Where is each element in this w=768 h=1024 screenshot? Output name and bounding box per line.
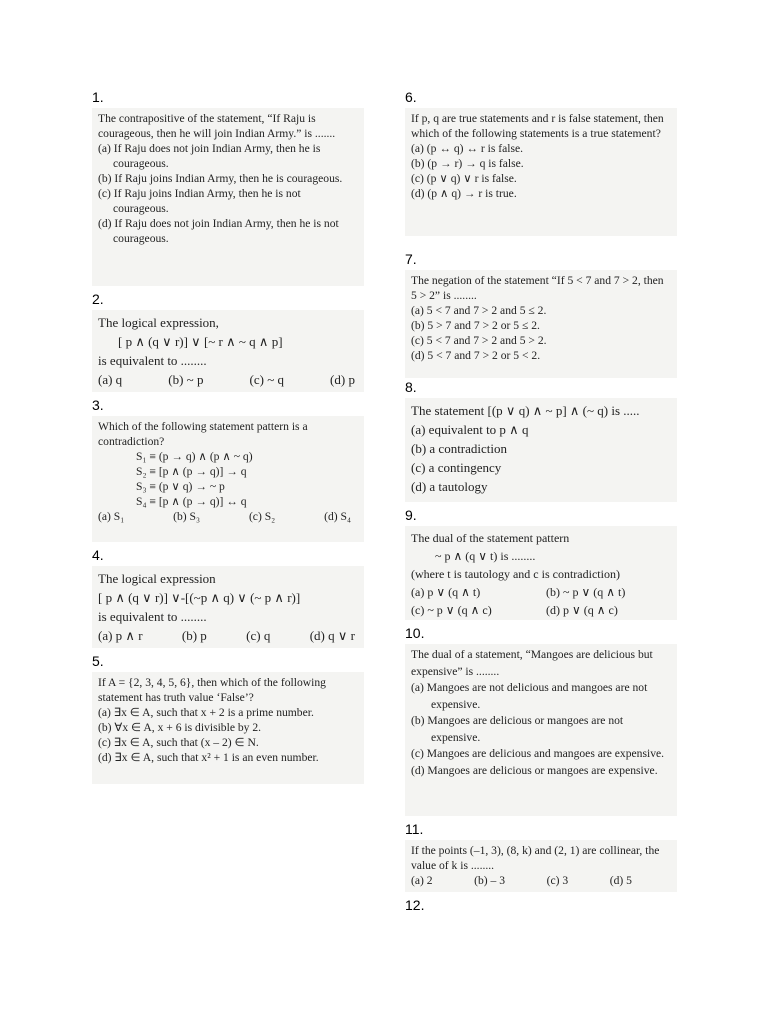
question-number: 11. <box>405 821 424 837</box>
option-d: (d) S₄ <box>324 510 351 523</box>
question-number: 6. <box>405 89 417 105</box>
question-number: 12. <box>405 897 425 913</box>
option-a: (a) S₁ <box>98 510 125 523</box>
question-5 <box>92 652 364 784</box>
option-d: (d) q ∨ r <box>309 628 355 643</box>
option-b: (b) S₃ <box>173 510 201 523</box>
option-b: (b) ∀x ∈ A, x + 6 is divisible by 2. <box>98 721 262 734</box>
option-b: (b) Mangoes are delicious or mangoes are not expensive. <box>411 714 624 744</box>
question-stem: If p, q are true statements and r is false statement, then which of the following statements is a true statement? <box>411 112 664 140</box>
option-a: (a) If Raju does not join Indian Army, then he is courageous. <box>98 142 321 170</box>
question-10 <box>405 624 677 816</box>
question-stem: The dual of a statement, “Mangoes are delicious but expensive” is ........ <box>411 648 653 678</box>
option-b: (b) If Raju joins Indian Army, then he is courageous. <box>98 172 343 185</box>
option-a: (a) p ∧ r <box>98 628 143 643</box>
statement-s2: S₂ ≡ [p ∧ (p → q)] → q <box>136 465 247 478</box>
option-a: (a) q <box>98 372 123 387</box>
option-c: (c) Mangoes are delicious and mangoes are expensive. <box>411 747 665 760</box>
statement-s4: S₄ ≡ [p ∧ (p → q)] ↔ q <box>136 495 247 508</box>
question-image <box>405 644 677 816</box>
question-image <box>92 310 364 392</box>
question-number: 8. <box>405 379 417 395</box>
option-c: (c) If Raju joins Indian Army, then he is not courageous. <box>98 187 301 215</box>
option-d: (d) Mangoes are delicious or mangoes are expensive. <box>411 763 658 777</box>
option-a: (a) 2 <box>411 874 433 887</box>
statement-s1: S₁ ≡ (p → q) ∧ (p ∧ ~ q) <box>136 450 253 463</box>
question-12 <box>405 896 677 916</box>
question-number: 9. <box>405 507 417 523</box>
option-b: (b) 5 > 7 and 7 > 2 or 5 ≤ 2. <box>411 319 540 332</box>
question-stem: If the points (–1, 3), (8, k) and (2, 1) are collinear, the value of k is ........ <box>411 844 660 872</box>
option-a: (a) (p ↔ q) ↔ r is false. <box>411 142 524 155</box>
question-image <box>405 270 677 378</box>
question-number: 1. <box>92 89 104 105</box>
expression: ~ p ∧ (q ∨ t) is ........ <box>435 549 536 563</box>
option-c: (c) q <box>246 628 271 643</box>
question-stem: Which of the following statement pattern is a contradiction? <box>98 420 308 448</box>
question-image <box>405 108 677 236</box>
option-b: (b) ~ p <box>168 372 204 387</box>
question-number: 5. <box>92 653 104 669</box>
option-d: (d) a tautology <box>411 479 488 494</box>
option-c: (c) ~ q <box>249 372 284 387</box>
option-d: (d) ∃x ∈ A, such that x² + 1 is an even number. <box>98 751 319 764</box>
question-stem: The dual of the statement pattern <box>411 531 570 545</box>
option-b: (b) a contradiction <box>411 441 508 456</box>
option-c: (c) ~ p ∨ (q ∧ c) <box>411 603 492 617</box>
option-b: (b) – 3 <box>474 874 506 887</box>
option-d: (d) 5 <box>609 874 632 887</box>
question-image <box>92 416 364 542</box>
question-stem-continued: is equivalent to ........ <box>98 609 207 624</box>
question-image <box>405 398 677 502</box>
option-d: (d) 5 < 7 and 7 > 2 or 5 < 2. <box>411 349 541 362</box>
option-b: (b) p <box>181 628 207 643</box>
question-stem: The negation of the statement “If 5 < 7 and 7 > 2, then 5 > 2” is ........ <box>411 274 664 302</box>
question-stem: The contrapositive of the statement, “If Raju is courageous, then he will join Indian Army.” is ....... <box>98 112 336 140</box>
options-row <box>98 509 359 524</box>
question-image <box>92 566 364 648</box>
question-image <box>405 840 677 892</box>
option-d: (d) p <box>330 372 355 387</box>
right-column <box>405 88 677 916</box>
question-stem-continued: (where t is tautology and c is contradiction) <box>411 567 620 581</box>
option-a: (a) Mangoes are not delicious and mangoes are not expensive. <box>411 681 648 711</box>
question-stem: The logical expression <box>98 571 216 586</box>
question-number: 7. <box>405 251 417 267</box>
question-stem: The logical expression, <box>98 315 219 330</box>
options-row <box>98 370 359 389</box>
question-6 <box>405 88 677 236</box>
question-7 <box>405 250 677 378</box>
question-number: 2. <box>92 291 104 307</box>
question-image <box>92 108 364 286</box>
question-11 <box>405 820 677 892</box>
question-image <box>92 672 364 784</box>
question-image <box>405 526 677 620</box>
option-b: (b) ~ p ∨ (q ∧ t) <box>546 585 626 599</box>
option-c: (c) ∃x ∈ A, such that (x – 2) ∈ N. <box>98 736 259 749</box>
question-stem: If A = {2, 3, 4, 5, 6}, then which of the following statement has truth value ‘False’? <box>98 676 326 704</box>
question-4 <box>92 546 364 648</box>
option-c: (c) (p ∨ q) ∨ r is false. <box>411 172 517 185</box>
left-column <box>92 88 364 784</box>
option-a: (a) p ∨ (q ∧ t) <box>411 585 481 599</box>
option-d: (d) (p ∧ q) → r is true. <box>411 187 517 200</box>
question-stem: The statement [(p ∨ q) ∧ ~ p] ∧ (~ q) is ..... <box>411 403 640 418</box>
option-a: (a) ∃x ∈ A, such that x + 2 is a prime number. <box>98 706 314 719</box>
question-number: 4. <box>92 547 104 563</box>
option-a: (a) equivalent to p ∧ q <box>411 422 529 437</box>
option-c: (c) a contingency <box>411 460 502 475</box>
question-number: 10. <box>405 625 425 641</box>
question-9 <box>405 506 677 620</box>
expression: [ p ∧ (q ∨ r)] ∨-[(~p ∧ q) ∨ (~ p ∧ r)] <box>98 590 301 605</box>
options-row <box>98 626 359 645</box>
option-d: (d) If Raju does not join Indian Army, then he is not courageous. <box>98 217 339 245</box>
options-row-1 <box>411 583 672 601</box>
question-3 <box>92 396 364 542</box>
question-1 <box>92 88 364 286</box>
option-d: (d) p ∨ (q ∧ c) <box>546 603 618 617</box>
statement-s3: S₃ ≡ (p ∨ q) → ~ p <box>136 480 225 493</box>
option-c: (c) 5 < 7 and 7 > 2 and 5 > 2. <box>411 334 547 347</box>
options-row <box>411 873 672 888</box>
options-row-2 <box>411 601 672 619</box>
question-8 <box>405 378 677 502</box>
question-number: 3. <box>92 397 104 413</box>
expression: [ p ∧ (q ∨ r)] ∨ [~ r ∧ ~ q ∧ p] <box>118 334 283 349</box>
option-c: (c) 3 <box>546 874 569 887</box>
option-b: (b) (p → r) → q is false. <box>411 157 524 170</box>
question-2 <box>92 290 364 392</box>
question-stem-continued: is equivalent to ........ <box>98 353 207 368</box>
option-a: (a) 5 < 7 and 7 > 2 and 5 ≤ 2. <box>411 304 547 317</box>
option-c: (c) S₂ <box>248 510 276 523</box>
